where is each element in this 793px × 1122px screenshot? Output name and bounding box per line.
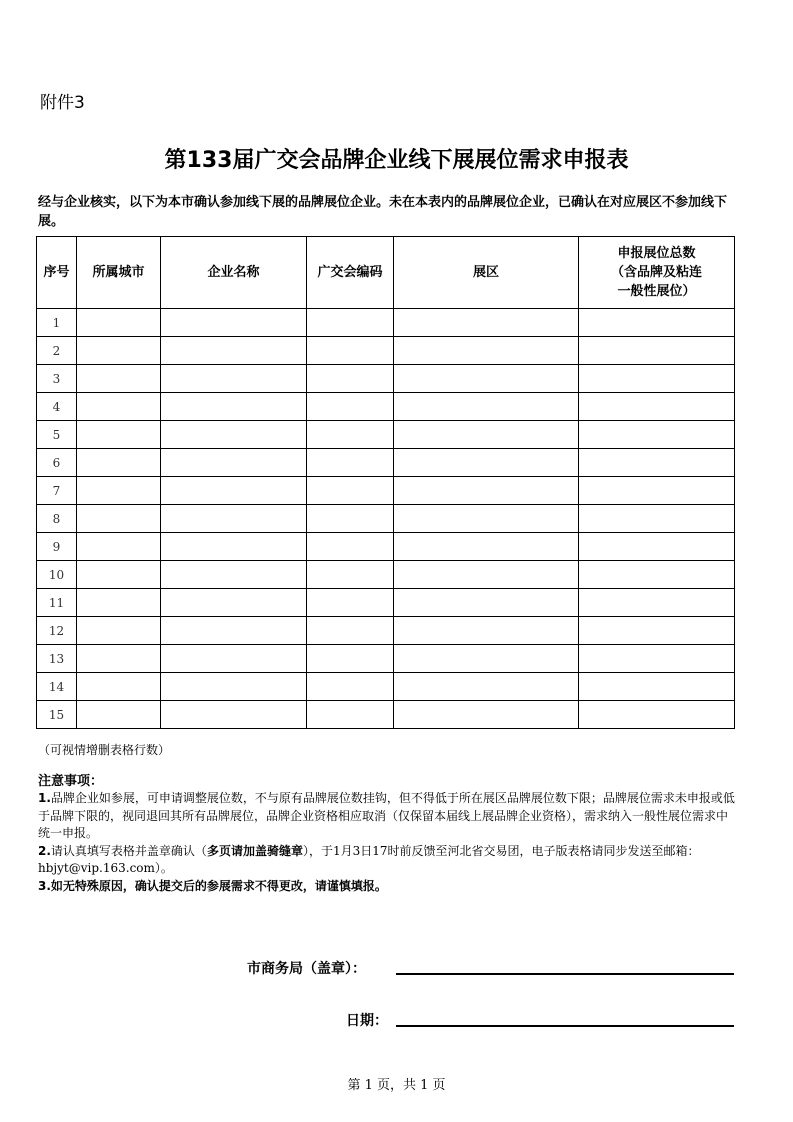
note-2-emphasis: 多页请加盖骑缝章 [206, 843, 303, 858]
code-cell[interactable] [307, 365, 394, 393]
company-cell[interactable] [161, 589, 307, 617]
city-cell[interactable] [77, 505, 161, 533]
total-cell[interactable] [579, 393, 735, 421]
col-header-total-line2: （含品牌及粘连 [610, 265, 702, 280]
city-cell[interactable] [77, 673, 161, 701]
city-cell[interactable] [77, 561, 161, 589]
table-row [37, 589, 735, 617]
code-cell[interactable] [307, 393, 394, 421]
total-cell[interactable] [579, 533, 735, 561]
code-cell[interactable] [307, 533, 394, 561]
company-cell[interactable] [161, 449, 307, 477]
company-cell[interactable] [161, 645, 307, 673]
table-row [37, 309, 735, 337]
notes-title: 注意事项： [38, 774, 104, 789]
total-cell[interactable] [579, 505, 735, 533]
city-cell[interactable] [77, 421, 161, 449]
code-cell[interactable] [307, 673, 394, 701]
row-seq-cell: 7 [37, 477, 77, 505]
company-cell[interactable] [161, 701, 307, 729]
table-row [37, 617, 735, 645]
zone-cell[interactable] [394, 365, 579, 393]
col-header-seq: 序号 [37, 237, 77, 309]
row-seq-cell: 6 [37, 449, 77, 477]
zone-cell[interactable] [394, 337, 579, 365]
booth-request-table [36, 236, 735, 729]
table-row [37, 365, 735, 393]
table-note: （可视情增删表格行数） [38, 743, 171, 757]
table-row [37, 533, 735, 561]
total-cell[interactable] [579, 477, 735, 505]
company-cell[interactable] [161, 617, 307, 645]
table-row [37, 645, 735, 673]
table-row [37, 421, 735, 449]
total-cell[interactable] [579, 645, 735, 673]
row-seq-cell: 10 [37, 561, 77, 589]
page-title: 第133届广交会品牌企业线下展展位需求申报表 [164, 148, 629, 173]
table-body [37, 309, 735, 729]
attachment-label: 附件3 [40, 93, 85, 113]
row-seq-cell: 1 [37, 309, 77, 337]
table-row [37, 449, 735, 477]
col-header-company: 企业名称 [161, 237, 307, 309]
company-cell[interactable] [161, 309, 307, 337]
row-seq-cell: 14 [37, 673, 77, 701]
company-cell[interactable] [161, 561, 307, 589]
total-cell[interactable] [579, 673, 735, 701]
zone-cell[interactable] [394, 505, 579, 533]
zone-cell[interactable] [394, 393, 579, 421]
code-cell[interactable] [307, 337, 394, 365]
row-seq-cell: 13 [37, 645, 77, 673]
total-cell[interactable] [579, 309, 735, 337]
row-seq-cell: 5 [37, 421, 77, 449]
row-seq-cell: 8 [37, 505, 77, 533]
table-header-row [37, 237, 735, 309]
zone-cell[interactable] [394, 561, 579, 589]
table-row [37, 505, 735, 533]
notes-body [38, 790, 738, 895]
col-header-total-line1: 申报展位总数 [617, 246, 696, 261]
row-seq-cell: 3 [37, 365, 77, 393]
note-2-text-b: ），于1月3日17时前反馈至河北省交易团，电子版表格请同步发送至邮箱：hbjyt@vip.163.com）。 [38, 843, 700, 875]
city-cell[interactable] [77, 393, 161, 421]
city-cell[interactable] [77, 589, 161, 617]
row-seq-cell: 11 [37, 589, 77, 617]
code-cell[interactable] [307, 449, 394, 477]
bureau-seal-label: 市商务局（盖章）： [247, 961, 366, 977]
company-cell[interactable] [161, 337, 307, 365]
zone-cell[interactable] [394, 309, 579, 337]
city-cell[interactable] [77, 645, 161, 673]
code-cell[interactable] [307, 477, 394, 505]
date-label: 日期： [346, 1013, 388, 1029]
company-cell[interactable] [161, 421, 307, 449]
zone-cell[interactable] [394, 673, 579, 701]
total-cell[interactable] [579, 421, 735, 449]
city-cell[interactable] [77, 337, 161, 365]
company-cell[interactable] [161, 477, 307, 505]
city-cell[interactable] [77, 617, 161, 645]
col-header-total [579, 237, 735, 309]
code-cell[interactable] [307, 421, 394, 449]
row-seq-cell: 12 [37, 617, 77, 645]
code-cell[interactable] [307, 309, 394, 337]
city-cell[interactable] [77, 477, 161, 505]
table-row [37, 673, 735, 701]
city-cell[interactable] [77, 449, 161, 477]
zone-cell[interactable] [394, 617, 579, 645]
row-seq-cell: 4 [37, 393, 77, 421]
company-cell[interactable] [161, 505, 307, 533]
bureau-seal-line[interactable] [396, 973, 734, 975]
col-header-total-line3: 一般性展位） [617, 284, 696, 299]
note-item-3: 3.如无特殊原因，确认提交后的参展需求不得更改，请谨慎填报。 [38, 878, 387, 893]
zone-cell[interactable] [394, 421, 579, 449]
company-cell[interactable] [161, 393, 307, 421]
zone-cell[interactable] [394, 477, 579, 505]
intro-text: 经与企业核实，以下为本市确认参加线下展的品牌展位企业。未在本表内的品牌展位企业，已确认在对应展区不参加线下展。 [38, 195, 728, 229]
table-row [37, 477, 735, 505]
row-seq-cell: 2 [37, 337, 77, 365]
total-cell[interactable] [579, 617, 735, 645]
code-cell[interactable] [307, 505, 394, 533]
zone-cell[interactable] [394, 533, 579, 561]
zone-cell[interactable] [394, 449, 579, 477]
table-row [37, 337, 735, 365]
total-cell[interactable] [579, 365, 735, 393]
date-line[interactable] [396, 1025, 734, 1027]
table-row [37, 561, 735, 589]
note-1-text: 品牌企业如参展，可申请调整展位数，不与原有品牌展位数挂钩，但不得低于所在展区品牌展位数下限；品牌展位需求未申报或低于品牌下限的，视同退回其所有品牌展位，品牌企业资格相应取消（仅保留本届线上展品牌企业资格），需求纳入一般性展位需求中统一申报。 [38, 791, 735, 840]
zone-cell[interactable] [394, 645, 579, 673]
note-item-1 [38, 790, 738, 843]
page-footer: 第 1 页，共 1 页 [347, 1078, 446, 1093]
total-cell[interactable] [579, 449, 735, 477]
code-cell[interactable] [307, 645, 394, 673]
col-header-code: 广交会编码 [307, 237, 394, 309]
note-item-2 [38, 843, 738, 878]
total-cell[interactable] [579, 589, 735, 617]
total-cell[interactable] [579, 701, 735, 729]
zone-cell[interactable] [394, 701, 579, 729]
code-cell[interactable] [307, 589, 394, 617]
total-cell[interactable] [579, 337, 735, 365]
note-1-number: 1. [38, 791, 51, 805]
city-cell[interactable] [77, 533, 161, 561]
note-2-text-a: 请认真填写表格并盖章确认（ [50, 843, 207, 858]
code-cell[interactable] [307, 701, 394, 729]
zone-cell[interactable] [394, 589, 579, 617]
city-cell[interactable] [77, 365, 161, 393]
col-header-zone: 展区 [394, 237, 579, 309]
table-row [37, 701, 735, 729]
total-cell[interactable] [579, 561, 735, 589]
row-seq-cell: 15 [37, 701, 77, 729]
col-header-city: 所属城市 [77, 237, 161, 309]
note-2-number: 2. [38, 843, 51, 858]
city-cell[interactable] [77, 309, 161, 337]
city-cell[interactable] [77, 701, 161, 729]
code-cell[interactable] [307, 617, 394, 645]
company-cell[interactable] [161, 673, 307, 701]
table-row [37, 393, 735, 421]
company-cell[interactable] [161, 533, 307, 561]
company-cell[interactable] [161, 365, 307, 393]
row-seq-cell: 9 [37, 533, 77, 561]
code-cell[interactable] [307, 561, 394, 589]
